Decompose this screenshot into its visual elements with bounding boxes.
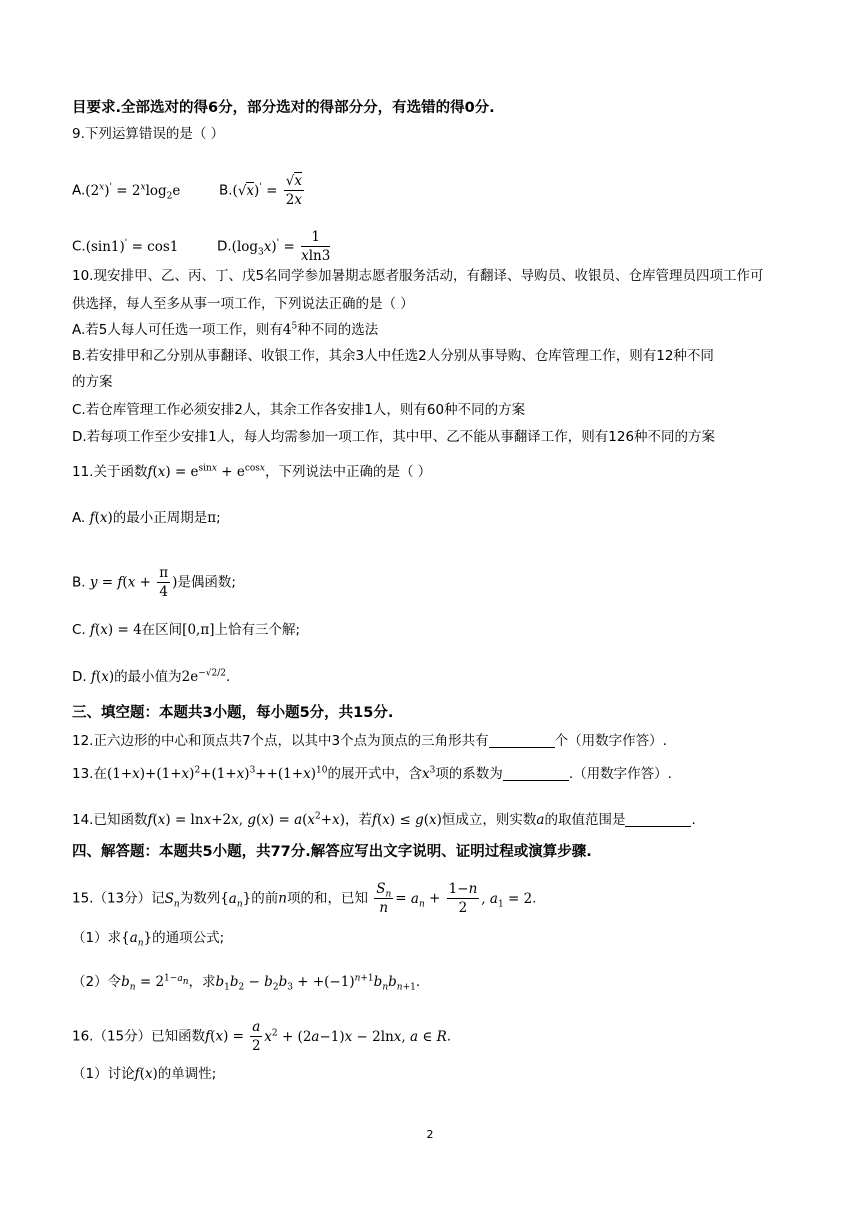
section-3-heading: 三、填空题：本题共3小题，每小题5分，共15分.: [72, 705, 394, 721]
q10-option-c: C.若仓库管理工作必须安排2人，其余工作各安排1人，则有60种不同的方案: [72, 402, 526, 418]
q11-option-c: C. f(x) = 4在区间[0,π]上恰有三个解;: [72, 622, 301, 638]
q16-part-1: （1）讨论f(x)的单调性;: [72, 1066, 217, 1082]
q10-option-b-2: 的方案: [72, 374, 113, 390]
q15-part-2: （2）令$b_n = 2^{1-a_n}$，求$b_1b_2 - b_2b_3 + +(-1)^{n+1}b_nb_{n+1}$.: [72, 973, 421, 993]
q9-stem: 9.下列运算错误的是（ ）: [72, 126, 225, 142]
q15-stem: 15.（13分）记$S_n$为数列$\{a_n\}$的前n项的和，已知 $\frac{S_n}{n}$ = $a_n$ + $\frac{1-n}{2}$ , $a_1 = 2$.: [72, 881, 537, 916]
q9-options-cd: C.(sin1)' = cos1 $D.(\log_3x)'$ = $\frac{1}{xln3}$: [72, 229, 331, 264]
q12: 12.正六边形的中心和顶点共7个点，以其中3个点为顶点的三角形共有 个（用数字作答）.: [72, 733, 667, 749]
q10-option-d: D.若每项工作至少安排1人，每人均需参加一项工作，其中甲、乙不能从事翻译工作，则有126种不同的方案: [72, 429, 716, 445]
q10-stem-2: 供选择，每人至多从事一项工作，下列说法正确的是（ ）: [72, 296, 414, 312]
q15-part-1: （1）求$\{a_n\}$的通项公式;: [72, 930, 225, 949]
q10-option-a: A.若5人每人可任选一项工作，则有$4^5$种不同的选法: [72, 321, 379, 338]
page-number: 2: [426, 1128, 434, 1141]
q9-options-ab: $A.(2^x)' = 2^x\log_2e$ B.(√x)' = $\frac{√x}{2x}$: [72, 173, 302, 208]
q16-stem: 16.（15分）已知函数f(x) = $\frac{a}{2}$ $x^2 + (2a-1)x - 2\ln x$, a ∈ R.: [72, 1019, 452, 1054]
q11-option-b: B. y = f(x + $\frac{\pi}{4}$ )是偶函数;: [72, 565, 236, 600]
q11-stem: 11.关于函数$f(x) = e^{sinx} + e^{cosx}$，下列说法中正确的是（ ）: [72, 463, 432, 480]
section-intro: 目要求.全部选对的得6分，部分选对的得部分分，有选错的得0分.: [72, 100, 495, 116]
q13-answer-blank[interactable]: [503, 766, 569, 781]
q11-option-d: D. f(x)的最小值为$2e^{-√2/2}$.: [72, 668, 231, 685]
q10-stem-1: 10.现安排甲、乙、丙、丁、戊5名同学参加暑期志愿者服务活动，有翻译、导购员、收银员、仓库管理员四项工作可: [72, 268, 764, 284]
q12-answer-blank[interactable]: [489, 733, 555, 748]
q14: 14.已知函数f(x) = lnx+2x, $g(x) = a(x^2+x)$，若f(x) ≤ g(x)恒成立，则实数a的取值范围是 .: [72, 811, 696, 828]
q10-option-b-1: B.若安排甲和乙分别从事翻译、收银工作，其余3人中任选2人分别从事导购、仓库管理工作，则有12种不同: [72, 348, 714, 364]
q13: 13.在$(1+x)+(1+x)^2+(1+x)^3++(1+x)^{10}$的展开式中，含$x^3$项的系数为 .（用数字作答）.: [72, 765, 672, 782]
q14-answer-blank[interactable]: [625, 812, 691, 827]
q11-option-a: A. f(x)的最小正周期是π;: [72, 510, 221, 526]
section-4-heading: 四、解答题：本题共5小题，共77分.解答应写出文字说明、证明过程或演算步骤.: [72, 844, 592, 860]
